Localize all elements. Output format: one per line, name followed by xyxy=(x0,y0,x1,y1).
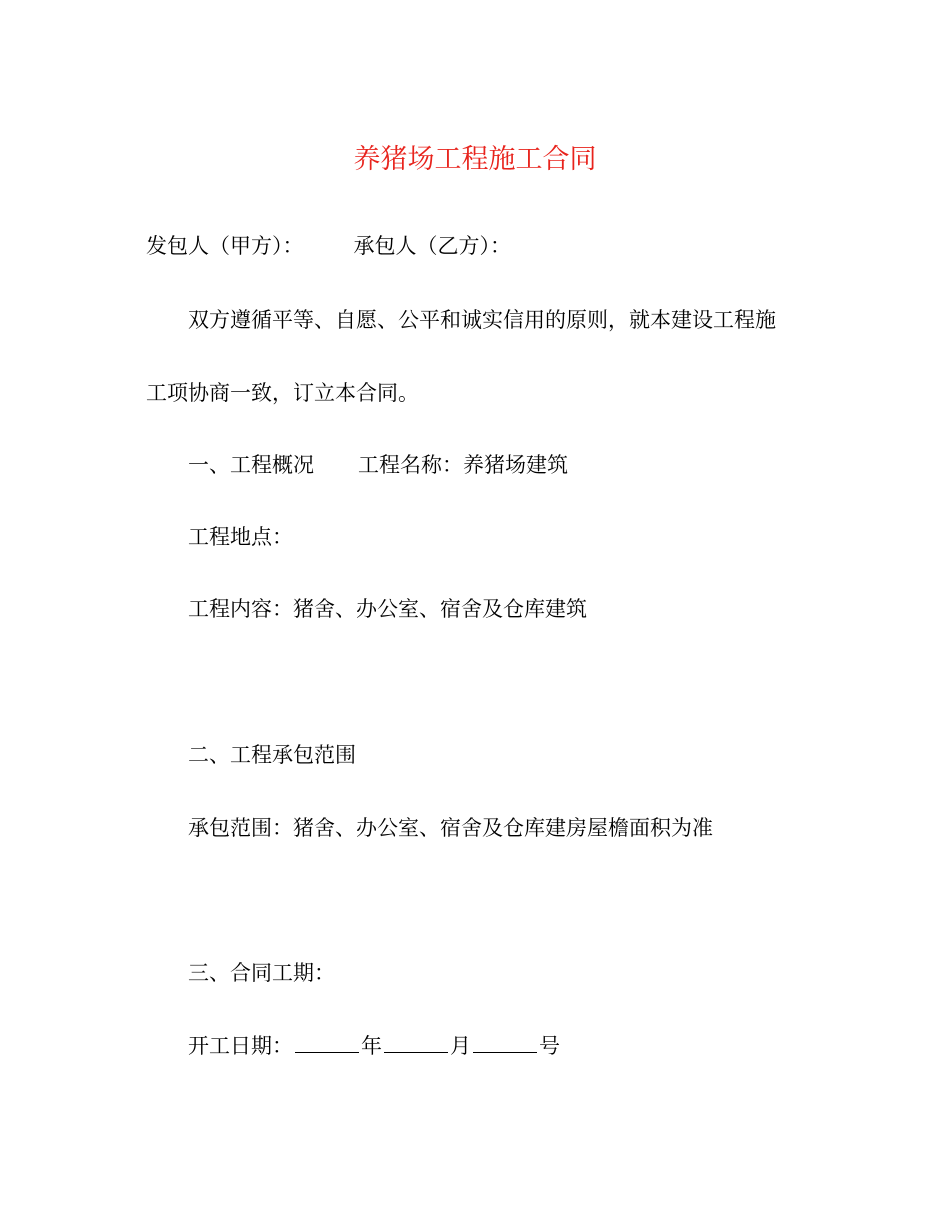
contract-scope: 承包范围：猪舍、办公室、宿舍及仓库建房屋檐面积为准 xyxy=(188,816,713,840)
day-blank xyxy=(473,1034,537,1053)
start-date-label: 开工日期： xyxy=(188,1034,293,1058)
day-label: 号 xyxy=(539,1034,560,1058)
year-blank xyxy=(295,1034,359,1053)
start-date-line xyxy=(188,1033,560,1059)
project-location: 工程地点： xyxy=(188,525,293,549)
preamble-line-2: 工项协商一致，订立本合同。 xyxy=(146,381,419,405)
preamble-line-1: 双方遵循平等、自愿、公平和诚实信用的原则，就本建设工程施 xyxy=(188,308,776,332)
section-1-heading: 一、工程概况 xyxy=(188,453,314,477)
parties-line xyxy=(146,233,511,259)
month-label: 月 xyxy=(450,1034,471,1058)
project-name: 工程名称：养猪场建筑 xyxy=(358,453,568,477)
section-3-heading: 三、合同工期： xyxy=(188,961,335,985)
project-content: 工程内容：猪舍、办公室、宿舍及仓库建筑 xyxy=(188,597,587,621)
section-1-line xyxy=(188,452,568,478)
year-label: 年 xyxy=(361,1034,382,1058)
month-blank xyxy=(384,1034,448,1053)
employer-label: 发包人（甲方）： xyxy=(146,234,304,258)
document-title: 养猪场工程施工合同 xyxy=(353,144,597,175)
section-2-heading: 二、工程承包范围 xyxy=(188,743,356,767)
contractor-label: 承包人（乙方）： xyxy=(353,234,511,258)
